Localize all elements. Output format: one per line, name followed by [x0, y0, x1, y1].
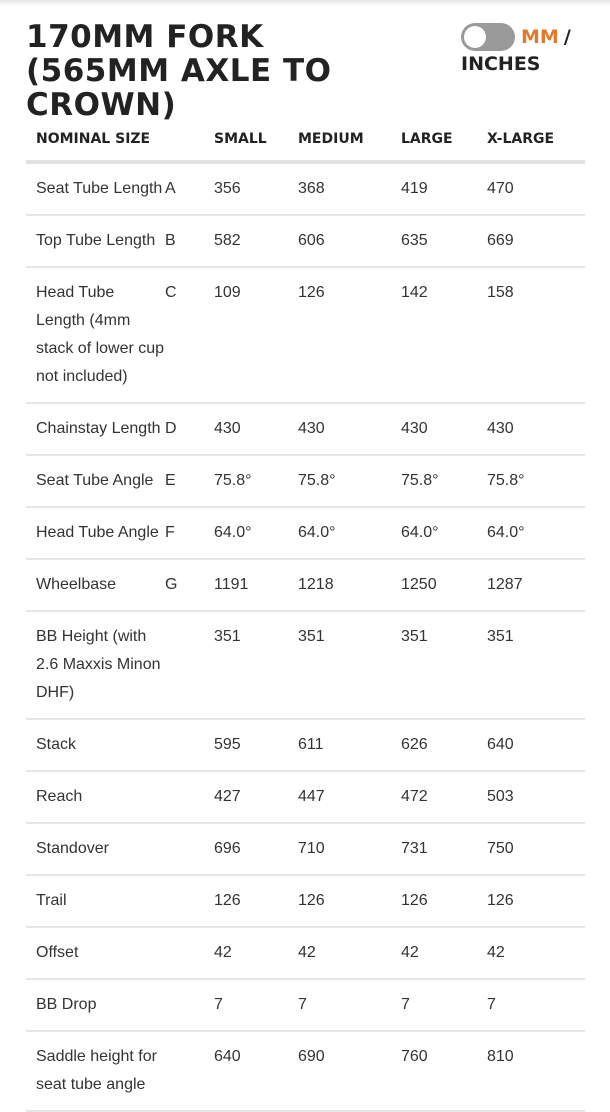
unit-mm-option[interactable]: MM — [521, 26, 559, 48]
row-letter — [165, 823, 214, 875]
cell-x-large: 158 — [487, 267, 585, 403]
geometry-table-head — [26, 118, 585, 162]
header-small: SMALL — [214, 118, 298, 162]
cell-large: 64.0° — [401, 507, 487, 559]
table-row — [26, 162, 585, 215]
cell-x-large: 669 — [487, 215, 585, 267]
cell-small: 696 — [214, 823, 298, 875]
cell-medium: 368 — [298, 162, 401, 215]
cell-small: 582 — [214, 215, 298, 267]
cell-medium: 42 — [298, 927, 401, 979]
table-row — [26, 823, 585, 875]
row-letter: E — [165, 455, 214, 507]
cell-large: 351 — [401, 611, 487, 719]
cell-x-large: 503 — [487, 771, 585, 823]
cell-small: 126 — [214, 875, 298, 927]
row-label: Head Tube Length (4mm stack of lower cup not included) — [26, 267, 165, 403]
row-letter — [165, 927, 214, 979]
table-row — [26, 771, 585, 823]
row-label: BB Drop — [26, 979, 165, 1031]
row-label: Top Tube Length — [26, 215, 165, 267]
table-row — [26, 507, 585, 559]
cell-small: 356 — [214, 162, 298, 215]
unit-toggle-switch[interactable] — [461, 23, 515, 51]
row-label: Reach — [26, 771, 165, 823]
row-letter: F — [165, 507, 214, 559]
cell-small: 640 — [214, 1031, 298, 1111]
row-label: Chainstay Length — [26, 403, 165, 455]
cell-small: 430 — [214, 403, 298, 455]
cell-medium: 1218 — [298, 559, 401, 611]
cell-large: 430 — [401, 403, 487, 455]
row-letter: G — [165, 559, 214, 611]
row-letter: C — [165, 267, 214, 403]
cell-medium: 7 — [298, 979, 401, 1031]
cell-large: 7 — [401, 979, 487, 1031]
geometry-table-body — [26, 162, 585, 1111]
cell-x-large: 75.8° — [487, 455, 585, 507]
cell-x-large: 42 — [487, 927, 585, 979]
cell-x-large: 470 — [487, 162, 585, 215]
cell-medium: 611 — [298, 719, 401, 771]
row-label: Stack — [26, 719, 165, 771]
cell-large: 472 — [401, 771, 487, 823]
table-row — [26, 979, 585, 1031]
cell-x-large: 7 — [487, 979, 585, 1031]
row-label: Standover — [26, 823, 165, 875]
cell-small: 7 — [214, 979, 298, 1031]
table-row — [26, 215, 585, 267]
cell-x-large: 640 — [487, 719, 585, 771]
cell-large: 626 — [401, 719, 487, 771]
cell-small: 64.0° — [214, 507, 298, 559]
table-row — [26, 927, 585, 979]
cell-x-large: 430 — [487, 403, 585, 455]
cell-large: 635 — [401, 215, 487, 267]
row-label: Head Tube Angle — [26, 507, 165, 559]
header-nominal-size: NOMINAL SIZE — [26, 118, 165, 162]
cell-medium: 64.0° — [298, 507, 401, 559]
cell-medium: 606 — [298, 215, 401, 267]
cell-small: 1191 — [214, 559, 298, 611]
geometry-header — [26, 19, 586, 123]
header-row — [26, 118, 585, 162]
table-row — [26, 559, 585, 611]
cell-large: 760 — [401, 1031, 487, 1111]
row-letter: A — [165, 162, 214, 215]
row-letter — [165, 875, 214, 927]
row-label: BB Height (with 2.6 Maxxis Minon DHF) — [26, 611, 165, 719]
cell-large: 75.8° — [401, 455, 487, 507]
toggle-knob — [464, 26, 486, 48]
cell-medium: 710 — [298, 823, 401, 875]
cell-small: 595 — [214, 719, 298, 771]
row-letter — [165, 979, 214, 1031]
table-row — [26, 455, 585, 507]
table-row — [26, 267, 585, 403]
row-label: Wheelbase — [26, 559, 165, 611]
header-letter — [165, 118, 214, 162]
row-letter: D — [165, 403, 214, 455]
unit-separator: / — [563, 26, 571, 48]
row-letter: B — [165, 215, 214, 267]
cell-small: 109 — [214, 267, 298, 403]
cell-x-large: 351 — [487, 611, 585, 719]
row-letter — [165, 719, 214, 771]
cell-medium: 690 — [298, 1031, 401, 1111]
row-letter — [165, 611, 214, 719]
row-label: Saddle height for seat tube angle — [26, 1031, 165, 1111]
header-large: LARGE — [401, 118, 487, 162]
cell-small: 75.8° — [214, 455, 298, 507]
cell-x-large: 810 — [487, 1031, 585, 1111]
cell-medium: 430 — [298, 403, 401, 455]
cell-x-large: 126 — [487, 875, 585, 927]
table-row — [26, 1031, 585, 1111]
cell-medium: 126 — [298, 267, 401, 403]
cell-medium: 447 — [298, 771, 401, 823]
cell-x-large: 1287 — [487, 559, 585, 611]
geometry-table — [26, 118, 585, 1112]
unit-switcher — [461, 23, 591, 75]
unit-inches-option[interactable]: INCHES — [461, 53, 541, 75]
header-medium: MEDIUM — [298, 118, 401, 162]
row-label: Seat Tube Length — [26, 162, 165, 215]
cell-large: 1250 — [401, 559, 487, 611]
cell-small: 427 — [214, 771, 298, 823]
cell-medium: 75.8° — [298, 455, 401, 507]
cell-medium: 126 — [298, 875, 401, 927]
cell-large: 419 — [401, 162, 487, 215]
row-label: Offset — [26, 927, 165, 979]
table-row — [26, 611, 585, 719]
row-letter — [165, 771, 214, 823]
cell-small: 351 — [214, 611, 298, 719]
page-title: 170MM FORK (565MM AXLE TO CROWN) — [26, 19, 332, 123]
cell-large: 126 — [401, 875, 487, 927]
table-row — [26, 719, 585, 771]
cell-x-large: 750 — [487, 823, 585, 875]
row-label: Trail — [26, 875, 165, 927]
cell-medium: 351 — [298, 611, 401, 719]
cell-small: 42 — [214, 927, 298, 979]
cell-x-large: 64.0° — [487, 507, 585, 559]
table-row — [26, 403, 585, 455]
header-x-large: X-LARGE — [487, 118, 585, 162]
cell-large: 142 — [401, 267, 487, 403]
cell-large: 42 — [401, 927, 487, 979]
cell-large: 731 — [401, 823, 487, 875]
top-shadow — [0, 0, 610, 6]
table-row — [26, 875, 585, 927]
row-label: Seat Tube Angle — [26, 455, 165, 507]
row-letter — [165, 1031, 214, 1111]
